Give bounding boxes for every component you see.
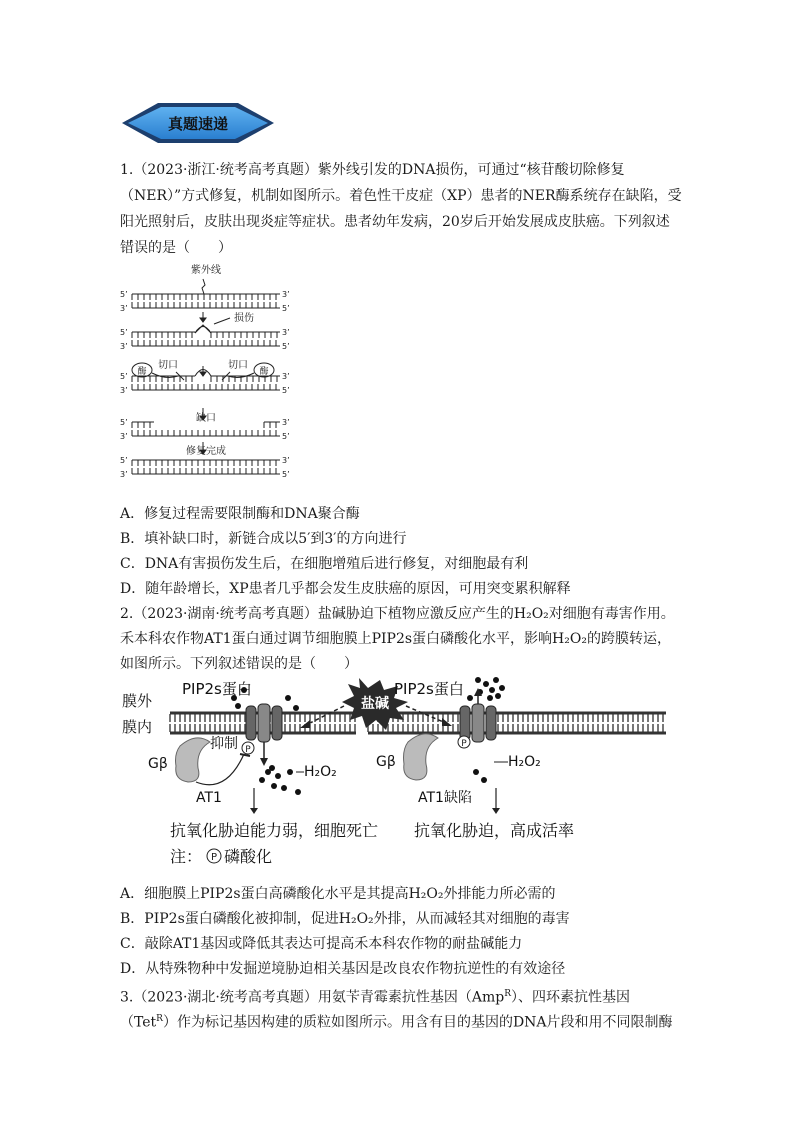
row5-bot-5: 5’ (282, 470, 290, 479)
row1-bot-3: 3’ (120, 304, 128, 313)
h2o2-molecule (487, 695, 493, 701)
row1-bot-5: 5’ (282, 304, 290, 313)
row5-top-3: 3’ (282, 456, 290, 465)
row4-bot-3: 3’ (120, 432, 128, 441)
q2-option-d: D．从特殊物种中发掘逆境胁迫相关基因是改良农作物抗逆性的有效途径 (120, 961, 566, 977)
h2o2-molecule (235, 703, 241, 709)
h2o2-molecule (473, 769, 479, 775)
h2o2-molecule (259, 777, 265, 783)
at1-label: AT1 (196, 790, 222, 806)
q1-option-c: C．DNA有害损伤发生后，在细胞增殖后进行修复，对细胞最有利 (120, 556, 529, 572)
ner-uv-label: 紫外线 (191, 265, 221, 276)
row4-top-5: 5’ (120, 418, 128, 427)
h2o2-molecule (285, 695, 291, 701)
q2-option-a: A．细胞膜上PIP2s蛋白高磷酸化水平是其提高H₂O₂外排能力所必需的 (120, 886, 556, 902)
q1-line-1: 1.（2023·浙江·统考高考真题）紫外线引发的DNA损伤，可通过“核苷酸切除修复 (120, 162, 625, 178)
gb-right-label: Gβ (376, 754, 396, 770)
pip-left-protein (246, 704, 282, 742)
section-badge (118, 100, 278, 146)
h2o2-molecule (275, 773, 281, 779)
row2-top-5: 5’ (120, 328, 128, 337)
h2o2-molecule (493, 677, 499, 683)
label-inside: 膜内 (122, 718, 153, 736)
q1-line-3: 阳光照射后，皮肤出现炎症等症状。患者幼年发病，20岁后开始发展成皮肤癌。下列叙述 (120, 214, 670, 230)
q1-option-d: D．随年龄增长，XP患者几乎都会发生皮肤癌的原因，可用突变累积解释 (120, 581, 571, 597)
gb-left-label: Gβ (148, 756, 168, 772)
h2o2-molecule (499, 685, 505, 691)
ner-figure (118, 262, 318, 484)
svg-text:P: P (245, 745, 251, 755)
row5-bot-3: 3’ (120, 470, 128, 479)
svg-text:P: P (461, 739, 467, 749)
q2-line-1: 2.（2023·湖南·统考高考真题）盐碱胁迫下植物应激反应产生的H₂O₂对细胞有毒害作用。 (120, 606, 675, 622)
svg-text:P: P (210, 852, 218, 863)
q1-emphasis: ·· 错误 (120, 240, 148, 256)
h2o2-molecule (295, 789, 301, 795)
q2-line-2: 禾本科农作物AT1蛋白通过调节细胞膜上PIP2s蛋白磷酸化水平，影响H₂O₂的跨膜转运， (120, 631, 671, 647)
h2o2-molecule (271, 783, 277, 789)
salt-label: 盐碱 (361, 696, 389, 712)
h2o2-molecule (293, 705, 299, 711)
q1-line-2: （NER）”方式修复，机制如图所示。着色性干皮症（XP）患者的NER酶系统存在缺陷，受 (120, 188, 682, 204)
ner-gap-label: 缺口 (196, 413, 216, 424)
ner-damage-label: 损伤 (234, 313, 254, 324)
h2o2-molecule (265, 769, 271, 775)
h2o2-molecule (467, 695, 473, 701)
h2o2-molecule (287, 769, 293, 775)
row3-top-3: 3’ (282, 372, 290, 381)
inhibit-label: 抑制 (210, 736, 238, 752)
h2o2-molecule (281, 785, 287, 791)
ner-cut-left-label: 切口 (158, 360, 178, 371)
result-right: 抗氧化胁迫，高成活率 (414, 821, 575, 840)
gb-left-shape (176, 738, 211, 782)
h2o2-molecule (475, 677, 481, 683)
h2o2-molecule (481, 777, 487, 783)
badge-label: 真题速递 (167, 115, 229, 133)
row3-bot-3: 3’ (120, 386, 128, 395)
h2o2-molecule (489, 687, 495, 693)
q3-line-2: （Tet$^R$）作为标记基因构建的质粒如图所示。用含有目的基因的DNA片段和用不同限制酶 (120, 1014, 673, 1031)
q1-line-4 (120, 238, 232, 258)
row5-top-5: 5’ (120, 456, 128, 465)
pip-right-label: PIP2s蛋白 (394, 680, 464, 698)
row3-bot-5: 5’ (282, 386, 290, 395)
h2o2-left-label: H₂O₂ (304, 764, 337, 780)
row2-bot-3: 3’ (120, 342, 128, 351)
label-outside: 膜外 (122, 692, 153, 710)
row4-bot-5: 5’ (282, 432, 290, 441)
membrane-figure (118, 676, 666, 872)
note-prefix: 注： (170, 847, 203, 866)
q2-line-3: 如图所示。下列叙述错误的是（ ） (120, 656, 358, 672)
q3-line-1: 3.（2023·湖北·统考高考真题）用氨苄青霉素抗性基因（Amp$^R$）、四环素抗性基因 (120, 989, 631, 1006)
q1-option-a: A．修复过程需要限制酶和DNA聚合酶 (120, 506, 360, 522)
h2o2-molecule (495, 693, 501, 699)
ner-cut-right-label: 切口 (228, 360, 248, 371)
q2-option-b: B．PIP2s蛋白磷酸化被抑制，促进H₂O₂外排，从而减轻其对细胞的毒害 (120, 911, 570, 927)
ner-enzyme-left-label: 酶 (137, 367, 147, 377)
h2o2-molecule (483, 681, 489, 687)
q1-option-b: B．填补缺口时，新链合成以5′到3′的方向进行 (120, 531, 407, 547)
pip-left-label: PIP2s蛋白 (182, 680, 252, 698)
row2-top-3: 3’ (282, 328, 290, 337)
at1-defect-label: AT1缺陷 (418, 790, 472, 806)
q1-line-4-rest: 的是（ ） (148, 240, 232, 256)
row4-top-3: 3’ (282, 418, 290, 427)
h2o2-right-label: H₂O₂ (508, 754, 541, 770)
result-left: 抗氧化胁迫能力弱，细胞死亡 (170, 821, 379, 840)
note-suffix: 磷酸化 (224, 847, 273, 866)
row3-top-5: 5’ (120, 372, 128, 381)
gb-right-shape (404, 734, 439, 780)
row1-top-3: 3’ (282, 290, 290, 299)
row2-bot-5: 5’ (282, 342, 290, 351)
row1-top-5: 5’ (120, 290, 128, 299)
ner-enzyme-right-label: 酶 (259, 367, 269, 377)
ner-done-label: 修复完成 (186, 446, 226, 457)
q2-option-c: C．敲除AT1基因或降低其表达可提高禾本科农作物的耐盐碱能力 (120, 936, 523, 952)
